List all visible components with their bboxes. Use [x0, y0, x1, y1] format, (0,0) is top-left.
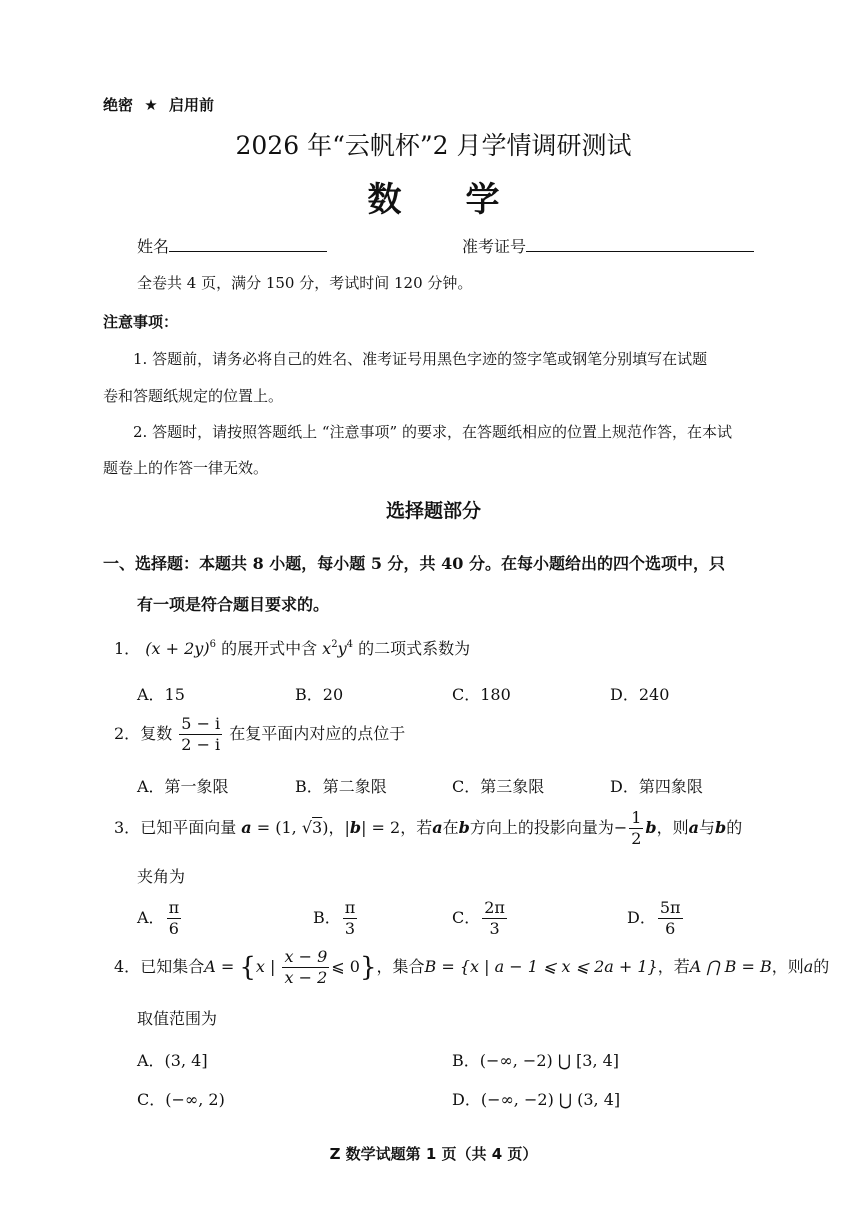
q2-option-c[interactable]: C．第三象限: [452, 777, 545, 796]
note-1-line-2: 卷和答题纸规定的位置上。: [103, 387, 284, 405]
part-1-instructions-line-1: 一、选择题：本题共 8 小题，每小题 5 分，共 40 分。在每小题给出的四个选项中，只: [103, 554, 725, 573]
q4-option-a[interactable]: A．(3, 4]: [137, 1051, 208, 1070]
exam-title: 2026 年“云帆杯”2 月学情调研测试: [235, 131, 632, 160]
confidential-label: 绝密 ★ 启用前: [103, 96, 214, 114]
question-4-line-2: 取值范围为: [137, 1009, 218, 1028]
question-4: 4．已知集合A = {x | $\frac{x - 9}{x - 2}$ ⩽ 0}，集合B = {x | a − 1 ⩽ x ⩽ 2a + 1}，若A ⋂ B = B，则a的: [114, 947, 830, 987]
name-blank[interactable]: [169, 235, 327, 252]
q1-option-c[interactable]: C．180: [452, 685, 511, 704]
star-icon: ★: [144, 96, 158, 114]
q4-option-d[interactable]: D．(−∞, −2) ⋃ (3, 4]: [452, 1090, 621, 1109]
question-1: 1． $(x + 2y)^6$ 的展开式中含 $x^2y^4$ 的二项式系数为: [114, 639, 471, 658]
part-1-instructions-line-2: 有一项是符合题目要求的。: [137, 595, 330, 614]
question-3: 3．已知平面向量 a = (1, √3)，|b| = 2，若a在b方向上的投影向量为− $\frac{1}{2}$ b，则a与b的: [114, 808, 743, 848]
q4-fraction: $\frac{x - 9}{x - 2}$: [284, 947, 328, 987]
q3-half-fraction: $\frac{1}{2}$: [631, 808, 642, 848]
exam-id-blank[interactable]: [526, 235, 754, 252]
exam-id-field[interactable]: [462, 234, 754, 257]
q2-option-a[interactable]: A．第一象限: [137, 777, 229, 796]
q3-option-d[interactable]: D． $\frac{5\pi}{6}$: [627, 898, 681, 938]
name-label: 姓名: [137, 237, 170, 256]
exam-id-label: 准考证号: [462, 237, 527, 256]
q1-option-d[interactable]: D．240: [610, 685, 670, 704]
q1-option-b[interactable]: B．20: [295, 685, 344, 704]
q3-option-a[interactable]: A． $\frac{\pi}{6}$: [137, 898, 180, 938]
question-3-line-2: 夹角为: [137, 867, 186, 886]
name-field[interactable]: [137, 234, 327, 257]
q4-option-c[interactable]: C．(−∞, 2): [137, 1090, 225, 1109]
question-2: 2．复数 $\frac{5 - i}{2 - i}$ 在复平面内对应的点位于: [114, 714, 406, 754]
note-1-line-1: 1. 答题前，请务必将自己的姓名、准考证号用黑色字迹的签字笔或钢笔分别填写在试题: [133, 350, 708, 368]
q3-option-b[interactable]: B． $\frac{\pi}{3}$: [313, 898, 356, 938]
section-title: 选择题部分: [385, 500, 481, 522]
note-2-line-1: 2. 答题时，请按照答题纸上 “注意事项” 的要求，在答题纸相应的位置上规范作答，在本试: [133, 423, 732, 441]
exam-info: 全卷共 4 页，满分 150 分，考试时间 120 分钟。: [137, 274, 473, 292]
note-2-line-2: 题卷上的作答一律无效。: [103, 459, 269, 477]
q1-option-a[interactable]: A．15: [137, 685, 185, 704]
q2-option-d[interactable]: D．第四象限: [610, 777, 703, 796]
q2-option-b[interactable]: B．第二象限: [295, 777, 387, 796]
q2-fraction: $\frac{5 - i}{2 - i}$: [181, 714, 221, 754]
page-footer: Z 数学试题第 1 页（共 4 页）: [329, 1145, 538, 1163]
q3-option-c[interactable]: C． $\frac{2\pi}{3}$: [452, 898, 505, 938]
subject-title: 数 学: [367, 180, 500, 220]
q4-option-b[interactable]: B．(−∞, −2) ⋃ [3, 4]: [452, 1051, 620, 1070]
notes-title: 注意事项：: [103, 313, 179, 331]
